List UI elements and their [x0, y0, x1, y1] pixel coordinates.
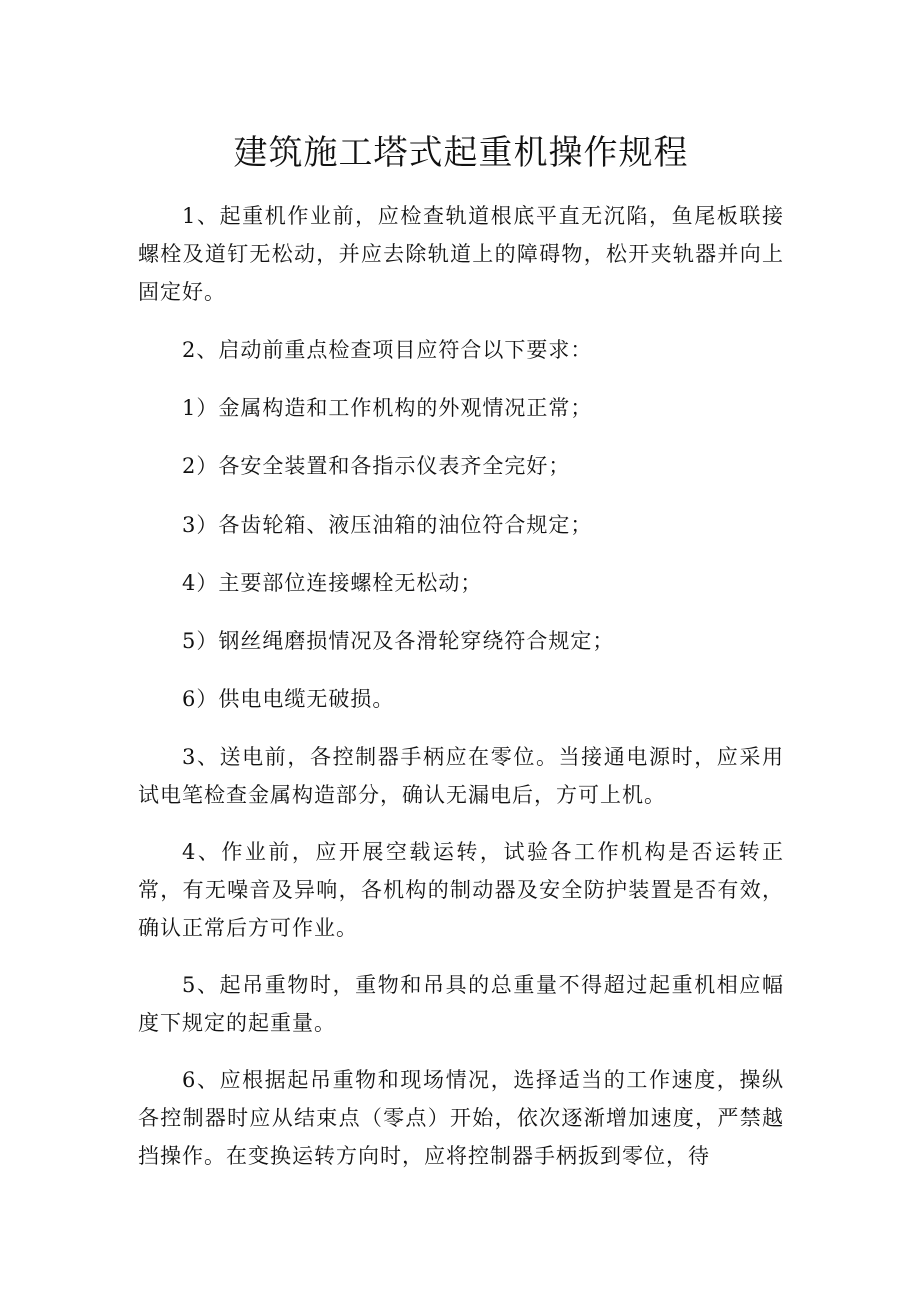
paragraph-2-item-1: 1）金属构造和工作机构的外观情况正常； [182, 396, 593, 420]
document-page [138, 0, 784, 1301]
paragraph-6: 6、应根据起吊重物和现场情况，选择适当的工作速度，操纵各控制器时应从结束点（零点）开始，依次逐渐增加速度，严禁越挡操作。在变换运转方向时，应将控制器手柄扳到零位，待 [138, 1068, 784, 1168]
paragraph-2-item-3: 3）各齿轮箱、液压油箱的油位符合规定； [182, 513, 593, 537]
paragraph-2-item-2: 2）各安全装置和各指示仪表齐全完好； [182, 454, 571, 478]
paragraph-1: 1、起重机作业前，应检查轨道根底平直无沉陷，鱼尾板联接螺栓及道钉无松动，并应去除轨道上的障碍物，松开夹轨器并向上固定好。 [138, 204, 784, 304]
paragraph-5: 5、起吊重物时，重物和吊具的总重量不得超过起重机相应幅度下规定的起重量。 [138, 973, 784, 1035]
paragraph-2-item-4: 4）主要部位连接螺栓无松动； [182, 571, 483, 595]
paragraph-3: 3、送电前，各控制器手柄应在零位。当接通电源时，应采用试电笔检查金属构造部分，确认无漏电后，方可上机。 [138, 745, 784, 807]
paragraph-2-item-5: 5）钢丝绳磨损情况及各滑轮穿绕符合规定； [182, 629, 615, 653]
paragraph-2: 2、启动前重点检查项目应符合以下要求： [182, 338, 593, 362]
document-title: 建筑施工塔式起重机操作规程 [233, 133, 689, 173]
paragraph-4: 4、作业前，应开展空载运转，试验各工作机构是否运转正常，有无噪音及异响，各机构的制动器及安全防护装置是否有效，确认正常后方可作业。 [138, 840, 784, 940]
paragraph-2-item-6: 6）供电电缆无破损。 [182, 687, 395, 711]
